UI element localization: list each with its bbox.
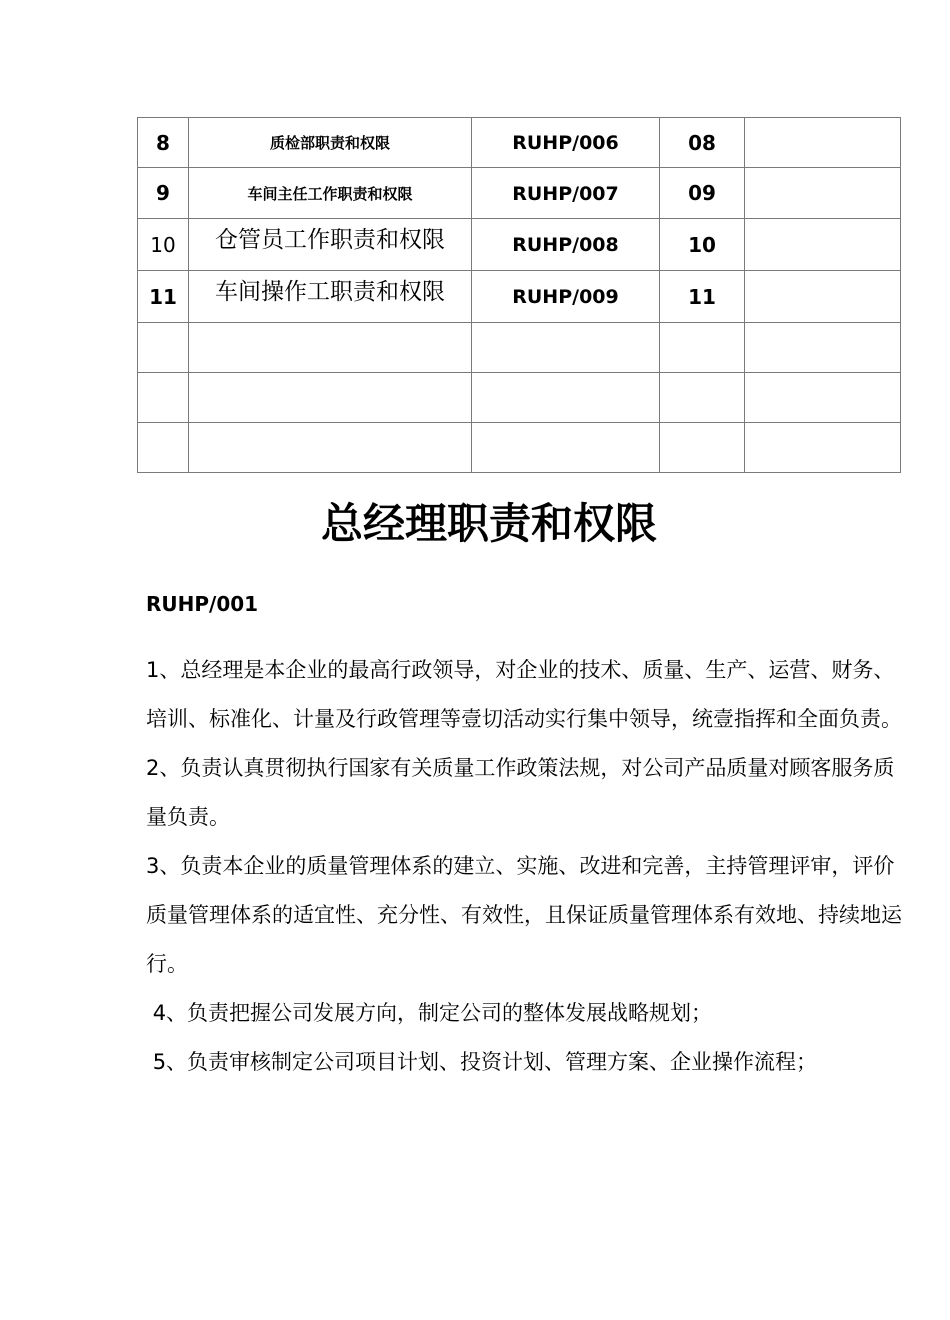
document-body [146,646,906,1087]
paragraph: 3、负责本企业的质量管理体系的建立、实施、改进和完善，主持管理评审，评价质量管理体系的适宜性、充分性、有效性，且保证质量管理体系有效地、持续地运行。 [146,854,902,976]
row-number: 8 [138,118,189,168]
table-row [138,423,901,473]
table-row [138,373,901,423]
paragraph: 1、总经理是本企业的最高行政领导，对企业的技术、质量、生产、运营、财务、培训、标准化、计量及行政管理等壹切活动实行集中领导，统壹指挥和全面负责。 [146,658,902,731]
document-code-label: RUHP/001 [146,592,259,616]
document-index-table [137,117,901,473]
version-number [660,323,745,373]
note-cell [745,168,901,219]
document-name [189,423,472,473]
document-title: 总经理职责和权限 [320,499,657,548]
version-number: 09 [660,168,745,219]
version-number [660,423,745,473]
note-cell [745,219,901,271]
table-row [138,168,901,219]
note-cell [745,373,901,423]
table-row [138,271,901,323]
document-name: 车间操作工职责和权限 [189,271,472,323]
table-row [138,118,901,168]
note-cell [745,271,901,323]
document-code [472,323,660,373]
note-cell [745,423,901,473]
note-cell [745,323,901,373]
row-number [138,423,189,473]
document-name [189,373,472,423]
document-name: 车间主任工作职责和权限 [189,168,472,219]
row-number: 9 [138,168,189,219]
paragraph: 2、负责认真贯彻执行国家有关质量工作政策法规，对公司产品质量对顾客服务质量负责。 [146,756,895,829]
document-code: RUHP/008 [472,219,660,271]
document-name: 质检部职责和权限 [189,118,472,168]
document-code: RUHP/009 [472,271,660,323]
row-number: 10 [138,219,189,271]
row-number [138,323,189,373]
note-cell [745,118,901,168]
version-number: 08 [660,118,745,168]
document-code [472,373,660,423]
document-code: RUHP/006 [472,118,660,168]
document-name: 仓管员工作职责和权限 [189,219,472,271]
row-number [138,373,189,423]
document-name [189,323,472,373]
version-number: 11 [660,271,745,323]
paragraph: 4、负责把握公司发展方向，制定公司的整体发展战略规划； [146,1001,713,1025]
document-code [472,423,660,473]
table-row [138,323,901,373]
table-row [138,219,901,271]
paragraph: 5、负责审核制定公司项目计划、投资计划、管理方案、企业操作流程； [146,1050,818,1074]
version-number: 10 [660,219,745,271]
document-code: RUHP/007 [472,168,660,219]
row-number: 11 [138,271,189,323]
version-number [660,373,745,423]
